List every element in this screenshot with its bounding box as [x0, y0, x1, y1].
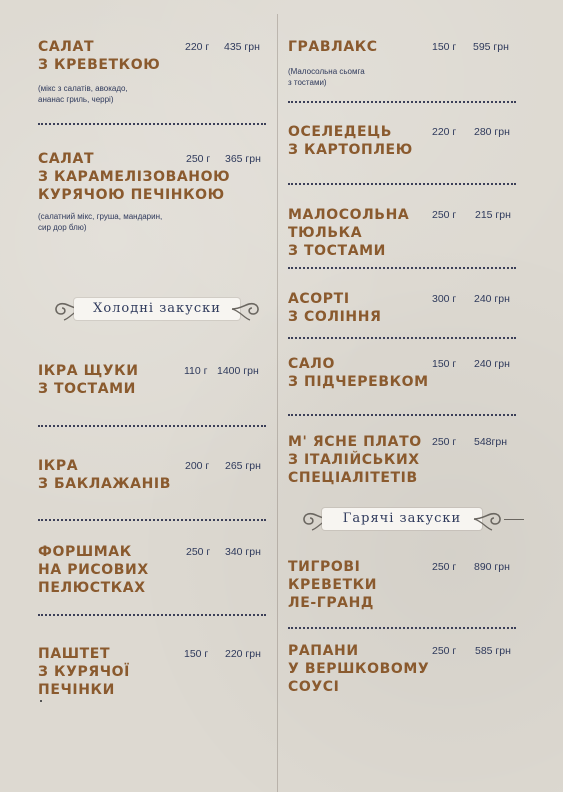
- item-weight: 250 г: [432, 209, 457, 221]
- dotted-separator: [288, 414, 516, 416]
- header-rule: [504, 519, 524, 520]
- section-header-hot: [300, 502, 525, 536]
- item-name: ІКРА ЩУКИ З ТОСТАМИ: [38, 363, 139, 397]
- item-weight: 110 г: [184, 365, 208, 377]
- item-price: 240 грн: [474, 358, 510, 370]
- item-note: (мікс з салатів, авокадо, ананас гриль, черрі): [38, 84, 128, 104]
- item-name: ТИГРОВІ КРЕВЕТКИ ЛЕ-ГРАНД: [288, 559, 378, 611]
- item-weight: 150 г: [432, 41, 457, 53]
- item-name: АСОРТІ З СОЛІННЯ: [288, 291, 382, 325]
- item-weight: 300 г: [432, 293, 457, 305]
- item-price: 435 грн: [224, 41, 260, 53]
- dotted-separator: [288, 627, 516, 629]
- item-price: 265 грн: [225, 460, 261, 472]
- item-name: ГРАВЛАКС: [288, 39, 378, 55]
- item-price: 548грн: [474, 436, 507, 448]
- section-title: Гарячі закуски: [342, 511, 462, 526]
- item-price: 595 грн: [473, 41, 509, 53]
- item-name: ІКРА З БАКЛАЖАНІВ: [38, 458, 172, 492]
- item-name: МАЛОСОЛЬНА ТЮЛЬКА З ТОСТАМИ: [288, 207, 410, 259]
- dotted-separator: [288, 267, 516, 269]
- item-name: САЛАТ З КРЕВЕТКОЮ: [38, 39, 161, 73]
- dotted-separator: [288, 183, 516, 185]
- item-price: 240 грн: [474, 293, 510, 305]
- item-weight: 250 г: [186, 546, 211, 558]
- item-weight: 250 г: [432, 561, 457, 573]
- item-price: 340 грн: [225, 546, 261, 558]
- item-name: САЛО З ПІДЧЕРЕВКОМ: [288, 356, 429, 390]
- item-weight: 250 г: [186, 153, 211, 165]
- item-weight: 220 г: [185, 41, 210, 53]
- column-divider: [277, 14, 278, 792]
- item-weight: 220 г: [432, 126, 457, 138]
- dotted-separator: [288, 101, 516, 103]
- item-price: 1400 грн: [217, 365, 259, 377]
- dotted-separator: [38, 123, 266, 125]
- item-weight: 250 г: [432, 436, 457, 448]
- item-note: (салатний мікс, груша, мандарин, сир дор блю): [38, 212, 163, 232]
- item-price: 890 грн: [474, 561, 510, 573]
- section-title: Холодні закуски: [93, 301, 221, 316]
- item-note: (Малосольна сьомга з тостами): [288, 67, 365, 87]
- dotted-separator: [38, 614, 266, 616]
- item-price: 220 грн: [225, 648, 261, 660]
- stray-mark: [40, 700, 42, 702]
- item-weight: 200 г: [185, 460, 210, 472]
- item-name: РАПАНИ У ВЕРШКОВОМУ СОУСІ: [288, 643, 430, 695]
- item-name: САЛАТ З КАРАМЕЛІЗОВАНОЮ КУРЯЧОЮ ПЕЧІНКОЮ: [38, 151, 231, 203]
- section-header-cold: [52, 292, 262, 326]
- item-name: ОСЕЛЕДЕЦЬ З КАРТОПЛЕЮ: [288, 124, 413, 158]
- item-name: ФОРШМАК НА РИСОВИХ ПЕЛЮСТКАХ: [38, 544, 149, 596]
- item-price: 215 грн: [475, 209, 511, 221]
- item-price: 365 грн: [225, 153, 261, 165]
- flourish-right-icon: [470, 504, 504, 534]
- item-name: М' ЯСНЕ ПЛАТО З ІТАЛІЙСЬКИХ СПЕЦІАЛІТЕТІВ: [288, 434, 422, 486]
- item-name: ПАШТЕТ З КУРЯЧОЇ ПЕЧІНКИ: [38, 646, 130, 698]
- dotted-separator: [288, 337, 516, 339]
- item-weight: 150 г: [184, 648, 209, 660]
- item-weight: 150 г: [432, 358, 457, 370]
- item-weight: 250 г: [432, 645, 457, 657]
- item-price: 585 грн: [475, 645, 511, 657]
- dotted-separator: [38, 425, 266, 427]
- flourish-right-icon: [228, 294, 262, 324]
- dotted-separator: [38, 519, 266, 521]
- item-price: 280 грн: [474, 126, 510, 138]
